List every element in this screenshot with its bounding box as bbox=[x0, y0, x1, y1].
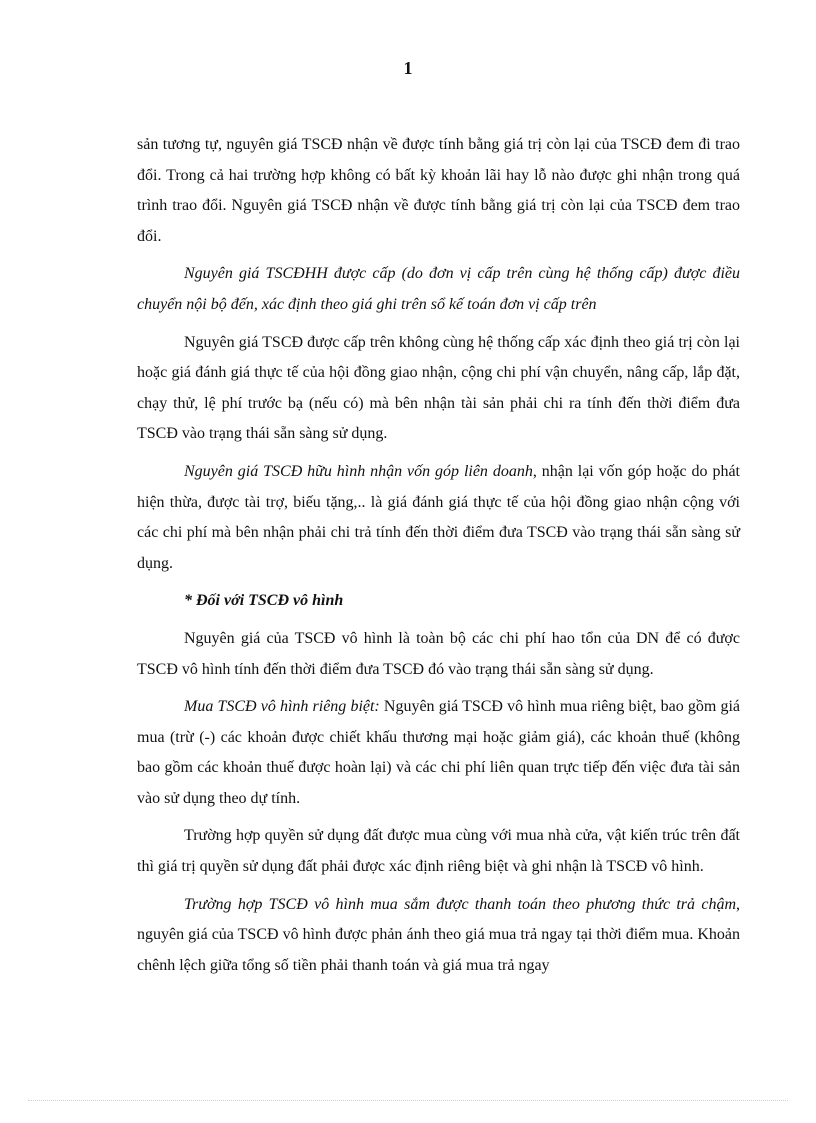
paragraph-allocated-other-system: Nguyên giá TSCĐ được cấp trên không cùng hệ thống cấp xác định theo giá trị còn lại hoặc giá đánh giá thực tế của hội đồng giao nhận, cộng chi phí vận chuyển, nâng cấp, lắp đặt, chạy thử, lệ phí trước bạ (nếu có) mà bên nhận tài sản phải chi ra tính đến thời điểm đưa TSCĐ vào trạng thái sẵn sàng sử dụng. bbox=[137, 333, 740, 443]
paragraph-land-use-right: Trường hợp quyền sử dụng đất được mua cùng với mua nhà cửa, vật kiến trúc trên đất thì giá trị quyền sử dụng đất phải được xác định riêng biệt và ghi nhận là TSCĐ vô hình. bbox=[137, 827, 740, 876]
separate-purchase-italic: Mua TSCĐ vô hình riêng biệt: bbox=[184, 698, 380, 716]
document-body bbox=[137, 130, 740, 988]
deferred-payment-rest: , nguyên giá của TSCĐ vô hình được phản ánh theo giá mua trả ngay tại thời điểm mua. Khoản chênh lệch giữa tổng số tiền phải thanh toán và giá mua trả ngay bbox=[137, 895, 740, 974]
section-heading-intangible: * Đối với TSCĐ vô hình bbox=[184, 592, 344, 610]
page-number: 1 bbox=[403, 58, 413, 78]
deferred-payment-italic: Trường hợp TSCĐ vô hình mua sắm được thanh toán theo phương thức trả chậm bbox=[184, 895, 736, 913]
paragraph-allocated-asset: Nguyên giá TSCĐHH được cấp (do đơn vị cấp trên cùng hệ thống cấp) được điều chuyển nội bộ đến, xác định theo giá ghi trên sổ kế toán đơn vị cấp trên bbox=[137, 265, 740, 313]
paragraph-deferred-payment bbox=[137, 890, 740, 982]
separate-purchase-rest: Nguyên giá TSCĐ vô hình mua riêng biệt, bao gồm giá mua (trừ (-) các khoản được chiết khấu thương mại hoặc giảm giá), các khoản thuế (không bao gồm các khoản thuế được hoàn lại) và các chi phí liên quan trực tiếp đến việc đưa tài sản vào sử dụng theo dự tính. bbox=[137, 698, 741, 807]
joint-venture-rest: , nhận lại vốn góp hoặc do phát hiện thừa, được tài trợ, biếu tặng,.. là giá đánh giá thực tế của hội đồng giao nhận cộng với các chi phí mà bên nhận phải chi trả tính đến thời điểm đưa TSCĐ vào trạng thái sẵn sàng sử dụng. bbox=[137, 462, 741, 572]
paragraph-exchange-value: sản tương tự, nguyên giá TSCĐ nhận về được tính bằng giá trị còn lại của TSCĐ đem đi trao đổi. Trong cả hai trường hợp không có bất kỳ khoản lãi hay lỗ nào được ghi nhận trong quá trình trao đổi. Nguyên giá TSCĐ nhận về được tính bằng giá trị còn lại của TSCĐ đem trao đổi. bbox=[137, 136, 740, 245]
page-bottom-divider bbox=[28, 1100, 788, 1101]
paragraph-separate-purchase bbox=[137, 692, 740, 814]
paragraph-intangible-cost: Nguyên giá của TSCĐ vô hình là toàn bộ các chi phí hao tổn của DN để có được TSCĐ vô hình tính đến thời điểm đưa TSCĐ đó vào trạng thái sẵn sàng sử dụng. bbox=[137, 629, 740, 678]
paragraph-joint-venture bbox=[137, 457, 740, 579]
joint-venture-italic: Nguyên giá TSCĐ hữu hình nhận vốn góp liên doanh bbox=[184, 462, 533, 480]
